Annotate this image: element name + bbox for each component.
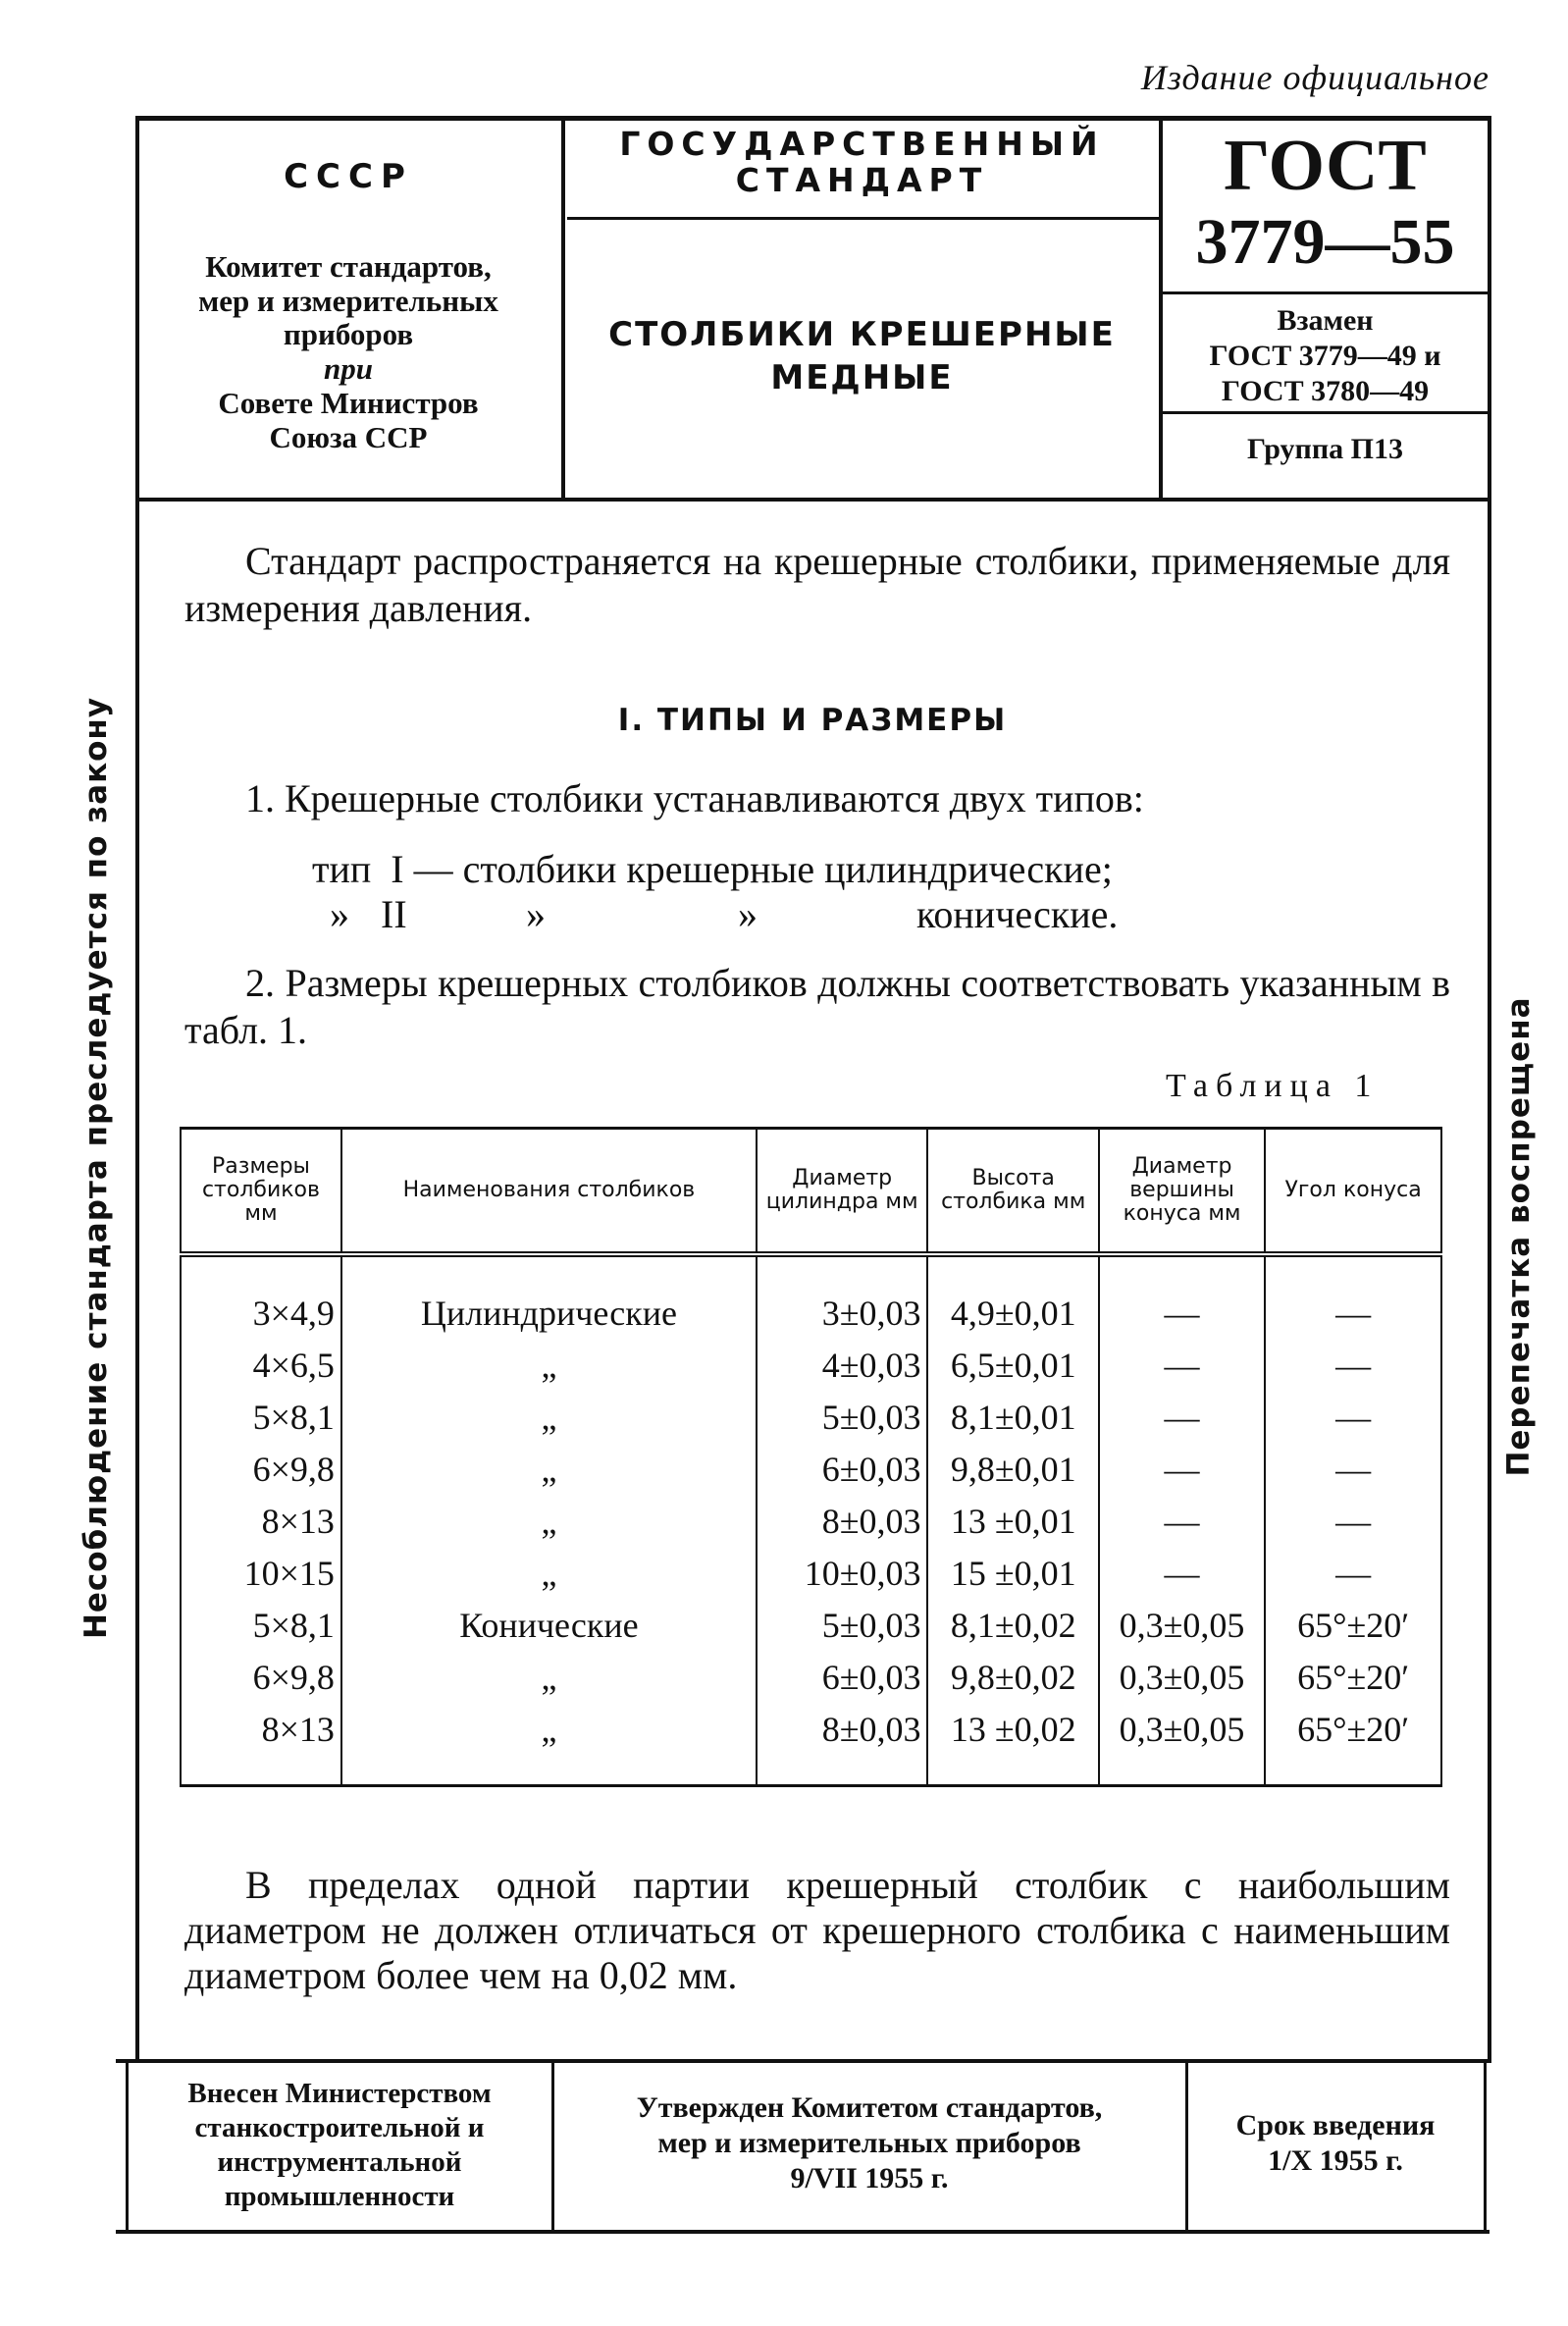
approved-by: Утвержден Комитетом стандартов, мер и измерительных приборов 9/VII 1955 г. [636, 2091, 1103, 2194]
header-cone-angle: Угол конуса [1265, 1129, 1441, 1255]
table-row: 6×9,8 „ 6±0,03 9,8±0,02 0,3±0,05 65°±20′ [181, 1651, 1441, 1703]
footer-frame [116, 2059, 1490, 2234]
table-row: 8×13 „ 8±0,03 13 ±0,01 — — [181, 1495, 1441, 1547]
paragraph-3: В пределах одной партии крешерный столбик с наибольшим диаметром не должен отличаться от крешерного столбика с наименьшим диаметром более чем на 0,02 мм. [184, 1863, 1450, 1997]
header-cyl-diameter: Диаметр цилиндра мм [757, 1129, 928, 1255]
header-height: Высота столбика мм [927, 1129, 1099, 1255]
state-standard-label: ГОСУДАРСТВЕННЫЙ СТАНДАРТ [619, 125, 1105, 199]
type-1-line: тип I — столбики крешерные цилиндрические; [312, 847, 1113, 891]
replaces-block: Взамен ГОСТ 3779—49 и ГОСТ 3780—49 [1209, 304, 1441, 407]
table-row: 6×9,8 „ 6±0,03 9,8±0,01 — — [181, 1443, 1441, 1495]
section-title: I. ТИПЫ И РАЗМЕРЫ [617, 703, 1008, 738]
document-title: СТОЛБИКИ КРЕШЕРНЫЕ МЕДНЫЕ [608, 315, 1116, 398]
table-row: 4×6,5 „ 4±0,03 6,5±0,01 — — [181, 1339, 1441, 1391]
introduced-by: Внесен Министерством станкостроительной и инструментальной промышленности [187, 2078, 492, 2212]
edition-note: Издание официальное [1140, 58, 1490, 97]
table-header-row [181, 1129, 1441, 1255]
ussr-label: СССР [284, 157, 413, 196]
header-name: Наименования столбиков [341, 1129, 757, 1255]
table-row: 3×4,9 Цилиндрические 3±0,03 4,9±0,01 — — [181, 1254, 1441, 1339]
table-row: 5×8,1 „ 5±0,03 8,1±0,01 — — [181, 1391, 1441, 1443]
paragraph-2: 2. Размеры крешерных столбиков должны соответствовать указанным в табл. 1. [184, 961, 1450, 1052]
side-notice-left: Несоблюдение стандарта преследуется по закону [78, 696, 114, 1640]
gost-label: ГОСТ [1224, 126, 1427, 206]
effective-date: Срок введения 1/X 1955 г. [1235, 2109, 1436, 2177]
table-caption: Таблица 1 [1166, 1068, 1380, 1104]
header-size: Размеры столбиков мм [181, 1129, 341, 1255]
type-2-line: » II » » конические. [330, 892, 1119, 936]
group-label: Группа П13 [1247, 433, 1403, 465]
header-frame [135, 116, 1491, 502]
table-1 [180, 1127, 1442, 1787]
paragraph-1: 1. Крешерные столбики устанавливаются двух типов: [245, 776, 1144, 820]
committee-block: Комитет стандартов, мер и измерительных приборов при Совете Министров Союза ССР [198, 249, 498, 454]
table-row: 8×13 „ 8±0,03 13 ±0,02 0,3±0,05 65°±20′ [181, 1703, 1441, 1786]
gost-number: 3779—55 [1195, 206, 1455, 278]
table-row: 5×8,1 Конические 5±0,03 8,1±0,02 0,3±0,05 65°±20′ [181, 1599, 1441, 1651]
side-notice-right: Перепечатка воспрещена [1501, 996, 1537, 1477]
table-row: 10×15 „ 10±0,03 15 ±0,01 — — [181, 1547, 1441, 1599]
header-tip-diameter: Диаметр вершины конуса мм [1099, 1129, 1265, 1255]
intro-paragraph: Стандарт распространяется на крешерные столбики, применяемые для измерения давления. [184, 539, 1450, 630]
